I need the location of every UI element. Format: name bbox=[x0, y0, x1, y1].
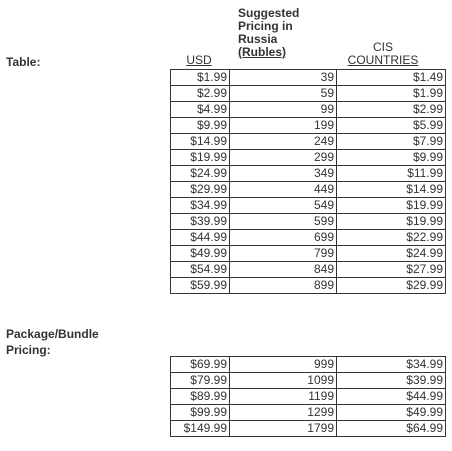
table-row bbox=[171, 262, 446, 278]
cis-cell: $1.49 bbox=[337, 70, 446, 86]
cis-cell: $5.99 bbox=[337, 118, 446, 134]
cis-cell: $14.99 bbox=[337, 182, 446, 198]
cis-cell: $24.99 bbox=[337, 246, 446, 262]
usd-cell: $34.99 bbox=[171, 198, 230, 214]
cis-cell: $2.99 bbox=[337, 102, 446, 118]
table-row bbox=[171, 246, 446, 262]
usd-cell: $54.99 bbox=[171, 262, 230, 278]
rubles-cell: 349 bbox=[230, 166, 337, 182]
rubles-cell: 699 bbox=[230, 230, 337, 246]
usd-cell: $49.99 bbox=[171, 246, 230, 262]
cis-cell: $27.99 bbox=[337, 262, 446, 278]
cis-cell: $39.99 bbox=[337, 373, 446, 389]
table-row bbox=[171, 102, 446, 118]
russia-header-line4: (Rubles) bbox=[238, 45, 286, 59]
table-row bbox=[171, 166, 446, 182]
bundle-table-body bbox=[171, 357, 446, 437]
cis-cell: $9.99 bbox=[337, 150, 446, 166]
rubles-cell: 59 bbox=[230, 86, 337, 102]
cis-header-line2 bbox=[334, 54, 432, 67]
cis-cell: $19.99 bbox=[337, 198, 446, 214]
russia-header-line1: Suggested bbox=[238, 6, 300, 20]
usd-cell: $2.99 bbox=[171, 86, 230, 102]
usd-cell: $24.99 bbox=[171, 166, 230, 182]
usd-cell: $69.99 bbox=[171, 357, 230, 373]
rubles-cell: 999 bbox=[230, 357, 337, 373]
usd-cell: $59.99 bbox=[171, 278, 230, 294]
cis-cell: $44.99 bbox=[337, 389, 446, 405]
rubles-cell: 899 bbox=[230, 278, 337, 294]
usd-cell: $99.99 bbox=[171, 405, 230, 421]
table-row bbox=[171, 405, 446, 421]
rubles-cell: 99 bbox=[230, 102, 337, 118]
table-row bbox=[171, 389, 446, 405]
rubles-cell: 799 bbox=[230, 246, 337, 262]
table-row bbox=[171, 150, 446, 166]
table-row bbox=[171, 182, 446, 198]
cis-header bbox=[334, 41, 432, 67]
table-row bbox=[171, 214, 446, 230]
russia-header bbox=[238, 7, 338, 59]
table-row bbox=[171, 118, 446, 134]
rubles-cell: 849 bbox=[230, 262, 337, 278]
cis-header-line2-text: COUNTRIES bbox=[347, 53, 419, 67]
pricing-table-body bbox=[171, 70, 446, 294]
bundle-pricing-table bbox=[170, 356, 446, 437]
cis-cell: $34.99 bbox=[337, 357, 446, 373]
rubles-cell: 549 bbox=[230, 198, 337, 214]
usd-cell: $9.99 bbox=[171, 118, 230, 134]
rubles-cell: 299 bbox=[230, 150, 337, 166]
usd-cell: $39.99 bbox=[171, 214, 230, 230]
rubles-cell: 249 bbox=[230, 134, 337, 150]
rubles-cell: 1799 bbox=[230, 421, 337, 437]
rubles-cell: 1099 bbox=[230, 373, 337, 389]
pricing-table bbox=[170, 69, 446, 294]
table-row bbox=[171, 373, 446, 389]
table-row bbox=[171, 70, 446, 86]
cis-cell: $11.99 bbox=[337, 166, 446, 182]
usd-cell: $79.99 bbox=[171, 373, 230, 389]
cis-cell: $49.99 bbox=[337, 405, 446, 421]
table-row bbox=[171, 421, 446, 437]
usd-cell: $89.99 bbox=[171, 389, 230, 405]
usd-cell: $14.99 bbox=[171, 134, 230, 150]
table-label: Table: bbox=[6, 55, 41, 69]
usd-cell: $4.99 bbox=[171, 102, 230, 118]
cis-cell: $64.99 bbox=[337, 421, 446, 437]
bundle-label bbox=[6, 326, 99, 358]
cis-cell: $7.99 bbox=[337, 134, 446, 150]
table-row bbox=[171, 278, 446, 294]
cis-cell: $22.99 bbox=[337, 230, 446, 246]
table-row bbox=[171, 86, 446, 102]
rubles-cell: 199 bbox=[230, 118, 337, 134]
usd-cell: $29.99 bbox=[171, 182, 230, 198]
rubles-cell: 39 bbox=[230, 70, 337, 86]
rubles-cell: 1299 bbox=[230, 405, 337, 421]
russia-header-line3: Russia bbox=[238, 32, 278, 46]
usd-cell: $1.99 bbox=[171, 70, 230, 86]
usd-cell: $149.99 bbox=[171, 421, 230, 437]
usd-header-text: USD bbox=[186, 53, 212, 67]
cis-header-line1: CIS bbox=[372, 40, 393, 54]
usd-cell: $19.99 bbox=[171, 150, 230, 166]
bundle-label-line1: Package/Bundle bbox=[6, 327, 99, 341]
rubles-cell: 449 bbox=[230, 182, 337, 198]
cis-cell: $1.99 bbox=[337, 86, 446, 102]
table-row bbox=[171, 198, 446, 214]
rubles-cell: 1199 bbox=[230, 389, 337, 405]
table-row bbox=[171, 357, 446, 373]
bundle-label-line2: Pricing: bbox=[6, 343, 51, 357]
usd-cell: $44.99 bbox=[171, 230, 230, 246]
table-row bbox=[171, 134, 446, 150]
rubles-cell: 599 bbox=[230, 214, 337, 230]
table-row bbox=[171, 230, 446, 246]
usd-header bbox=[170, 54, 228, 67]
russia-header-line2: Pricing in bbox=[238, 19, 293, 33]
cis-cell: $19.99 bbox=[337, 214, 446, 230]
cis-cell: $29.99 bbox=[337, 278, 446, 294]
